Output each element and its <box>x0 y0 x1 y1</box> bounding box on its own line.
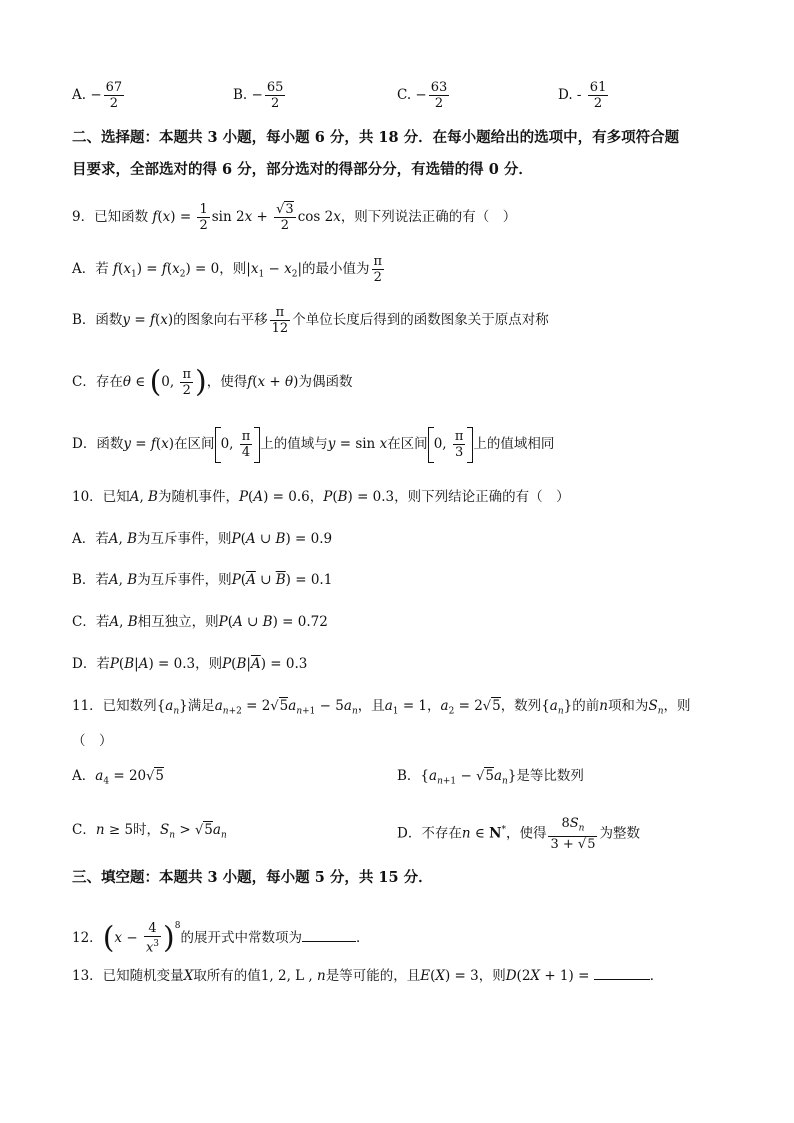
q8-option-d: D. - $\frac{61}{2}$ <box>558 80 607 111</box>
q8-option-c: C. − $\frac{63}{2}$ <box>397 80 448 111</box>
q11-option-a: A．$a_4 = 20√5$ <box>72 768 165 787</box>
q9-option-c: C．存在θ ∈ (0, $\frac{\pi}{2}$ )，使得f(x + θ)为偶函数 <box>72 364 353 400</box>
section2-heading-line1: 二、选择题：本题共 3 小题，每小题 6 分，共 18 分．在每小题给出的选项中，有多项符合题 <box>72 129 680 146</box>
q9-option-b: B．函数y = f(x)的图象向右平移 $\frac{\pi}{12}$ 个单位长度后得到的函数图象关于原点对称 <box>72 305 549 336</box>
section2-heading-line2: 目要求，全部选对的得 6 分，部分选对的得部分分，有选错的得 0 分． <box>72 161 533 178</box>
q10-option-b: B．若A, B为互斥事件，则$P(\overline{A}$ ∪ $\overline{B}) = 0.1$ <box>72 572 333 588</box>
q9-option-d: D．函数y = f(x)在区间 0, $\frac{\pi}{4}$ 上的值域与y = sin x在区间 0, $\frac{\pi}{3}$ 上的值域相同 <box>72 424 554 464</box>
q10-option-c: C．若A, B相互独立，则P(A ∪ B) = 0.72 <box>72 614 328 630</box>
q13-answer-blank <box>594 979 650 980</box>
q10-option-d: D．若P(B|A) = 0.3，则$P(B|\overline{A}) = 0.3$ <box>72 656 308 672</box>
q13-stem: 13．已知随机变量X取所有的值1, 2, L , n是等可能的，且E(X) = 3，则D(2X + 1) = ． <box>72 968 664 984</box>
q11-option-b: B．$\{a_{n+1} - √5a_n\}$是等比数列 <box>397 768 584 787</box>
q12-answer-blank <box>302 941 356 942</box>
q12-stem: 12．(x − $\frac{4}{x^3}$ )$^8$的展开式中常数项为 ． <box>72 920 370 956</box>
q9-stem: 9．已知函数 f(x) = $\frac{1}{2}$ sin 2x + $\frac{√3}{2}$ cos 2x，则下列说法正确的有（ ） <box>72 202 517 233</box>
q8-option-b: B. − $\frac{65}{2}$ <box>233 80 284 111</box>
q10-stem: 10．已知A, B为随机事件，P(A) = 0.6，P(B) = 0.3，则下列结论正确的有（ ） <box>72 489 570 505</box>
q11-option-d: D．不存在n ∈ N*，使得 $\frac{8S_n}{3 + √5}$ 为整数 <box>397 815 640 853</box>
q11-stem: 11．已知数列$\{a_n\}$满足$a_{n+2} = 2√5a_{n+1} - 5a_n$，且$a_1 = 1$，$a_2 = 2√5$，数列$\{a_n\}$的前n项和为$S_n$，则 <box>72 698 691 717</box>
q10-option-a: A．若A, B为互斥事件，则P(A ∪ B) = 0.9 <box>72 531 333 547</box>
section3-heading: 三、填空题：本题共 3 小题，每小题 5 分，共 15 分． <box>72 869 433 886</box>
q8-option-a: A. − $\frac{67}{2}$ <box>72 80 123 111</box>
q9-option-a: A．若 $f(x_1) = f(x_2) = 0$，则$|x_1 - x_2|$的最小值为 $\frac{\pi}{2}$ <box>72 254 383 285</box>
q11-option-c: C．n ≥ 5时，$S_n > √5a_n$ <box>72 822 227 841</box>
q11-paren: （ ） <box>72 733 113 749</box>
